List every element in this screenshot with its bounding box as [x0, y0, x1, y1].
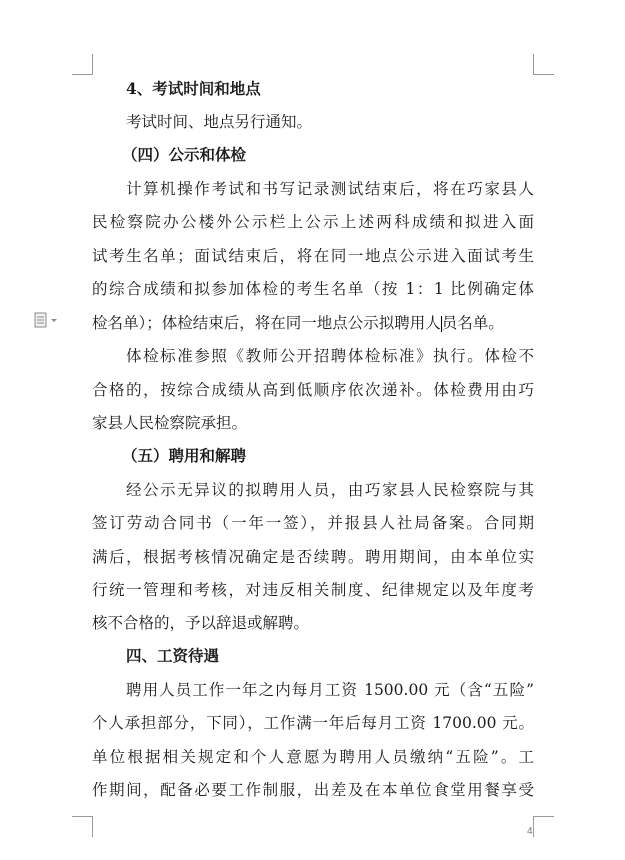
paragraph-line: 考试时间、地点另行通知。: [126, 113, 313, 131]
paragraph-line: 家县人民检察院承担。: [92, 414, 248, 432]
heading-publicity-physical: （四）公示和体检: [122, 145, 247, 164]
paragraph-line: 行统一管理和考核，对违反相关制度、纪律规定以及年度考: [92, 581, 534, 599]
crop-mark-top-left: [72, 54, 93, 75]
paragraph-line-with-cursor: [92, 307, 534, 339]
paragraph-line: 作期间，配备必要工作制服，出差及在本单位食堂用餐享受: [92, 781, 534, 799]
text-before-cursor: 检名单）；体检结束后，将在同一地点公示拟聘用人: [92, 314, 441, 332]
page-number: 4: [527, 826, 533, 837]
paragraph-line: 民检察院办公楼外公示栏上公示上述两科成绩和拟进入面: [92, 213, 534, 231]
crop-mark-bottom-left: [72, 816, 93, 837]
paragraph-line: 的综合成绩和拟参加体检的考生名单（按 1：1 比例确定体: [92, 280, 534, 298]
paragraph-line: 满后，根据考核情况确定是否续聘。聘用期间，由本单位实: [92, 548, 534, 566]
paragraph-line: 合格的，按综合成绩从高到低顺序依次递补。体检费用由巧: [92, 381, 534, 399]
paragraph-line: 个人承担部分，下同），工作满一年后每月工资 1700.00 元。: [92, 714, 534, 732]
heading-salary: 四、工资待遇: [126, 646, 220, 665]
paragraph-line: 试考生名单；面试结束后，将在同一地点公示进入面试考生: [92, 247, 534, 265]
crop-mark-bottom-right: [533, 816, 554, 837]
paragraph-options-icon[interactable]: [33, 312, 63, 328]
heading-exam-time-place: 4、考试时间和地点: [126, 79, 261, 98]
paragraph-line: 体检标准参照《教师公开招聘体检标准》执行。体检不: [126, 347, 534, 365]
heading-employment-dismissal: （五）聘用和解聘: [122, 446, 247, 465]
paragraph-line: 经公示无异议的拟聘用人员，由巧家县人民检察院与其: [126, 481, 534, 499]
paragraph-line: 签订劳动合同书（一年一签），并报县人社局备案。合同期: [92, 514, 534, 532]
paragraph-line: 聘用人员工作一年之内每月工资 1500.00 元（含“五险”: [126, 681, 534, 699]
text-after-cursor: 员名单。: [441, 314, 504, 332]
paragraph-line: 核不合格的，予以辞退或解聘。: [92, 614, 310, 632]
paragraph-line: 计算机操作考试和书写记录测试结束后，将在巧家县人: [126, 180, 534, 198]
paragraph-line: 单位根据相关规定和个人意愿为聘用人员缴纳“五险”。工: [92, 748, 534, 766]
crop-mark-top-right: [533, 54, 554, 75]
